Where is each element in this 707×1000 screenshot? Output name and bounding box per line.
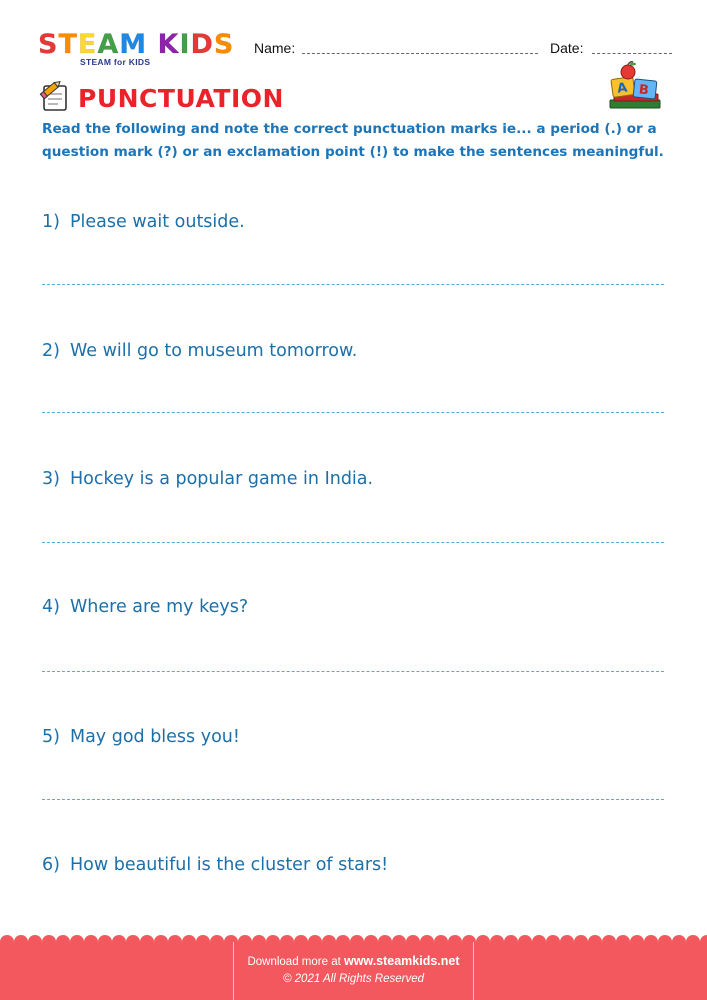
answer-line-1[interactable]: [42, 284, 664, 285]
pencil-paper-icon: [38, 80, 72, 114]
svg-text:A: A: [616, 80, 629, 97]
date-field[interactable]: [592, 53, 672, 54]
instructions: Read the following and note the correct punctuation marks ie... a period (.) or a question mark (?) or an exclamation point (!) to make the sentences meaningful.: [42, 121, 664, 160]
footer-divider-left: [233, 942, 234, 1000]
logo-letter: A: [97, 29, 120, 60]
question-text: We will go to museum tomorrow.: [69, 341, 358, 361]
question-5: [42, 727, 240, 747]
question-number: 4): [42, 597, 60, 617]
logo-letter: [147, 29, 157, 60]
date-label: Date:: [550, 40, 584, 56]
question-4: [42, 597, 248, 617]
name-field[interactable]: [302, 53, 538, 54]
logo-subtitle: STEAM for KIDS: [80, 57, 151, 67]
abc-books-apple-icon: [606, 60, 666, 114]
worksheet-title: PUNCTUATION: [78, 84, 284, 113]
logo-letter: K: [157, 29, 180, 60]
answer-line-4[interactable]: [42, 671, 664, 672]
question-number: 6): [42, 855, 60, 875]
logo-letter: S: [38, 29, 59, 60]
scallop-border: [0, 935, 707, 949]
copyright: © 2021 All Rights Reserved: [282, 973, 424, 985]
footer-download: [0, 954, 707, 968]
question-1: [42, 212, 245, 232]
download-prefix: Download more at: [247, 956, 344, 968]
question-2: [42, 341, 357, 361]
steam-kids-logo: [38, 30, 234, 60]
name-label: Name:: [254, 40, 296, 56]
question-number: 2): [42, 341, 60, 361]
question-text: Please wait outside.: [69, 212, 245, 232]
answer-line-2[interactable]: [42, 412, 664, 413]
answer-line-5[interactable]: [42, 799, 664, 800]
question-text: How beautiful is the cluster of stars!: [69, 855, 389, 875]
logo-letter: S: [213, 29, 235, 60]
question-number: 3): [42, 469, 60, 489]
logo-letter: D: [190, 29, 214, 60]
footer-divider-right: [473, 942, 474, 1000]
question-3: [42, 469, 373, 489]
logo-letter: T: [58, 29, 78, 60]
logo-letter: E: [77, 29, 98, 60]
question-text: May god bless you!: [69, 727, 240, 747]
svg-text:B: B: [638, 82, 650, 99]
logo-letter: I: [179, 29, 191, 60]
question-text: Hockey is a popular game in India.: [69, 469, 374, 489]
question-number: 1): [42, 212, 60, 232]
answer-line-3[interactable]: [42, 542, 664, 543]
logo-letter: M: [119, 29, 148, 60]
question-number: 5): [42, 727, 60, 747]
footer: [0, 942, 707, 1000]
question-text: Where are my keys?: [69, 597, 249, 617]
site-link[interactable]: www.steamkids.net: [343, 954, 460, 968]
question-6: [42, 855, 388, 875]
